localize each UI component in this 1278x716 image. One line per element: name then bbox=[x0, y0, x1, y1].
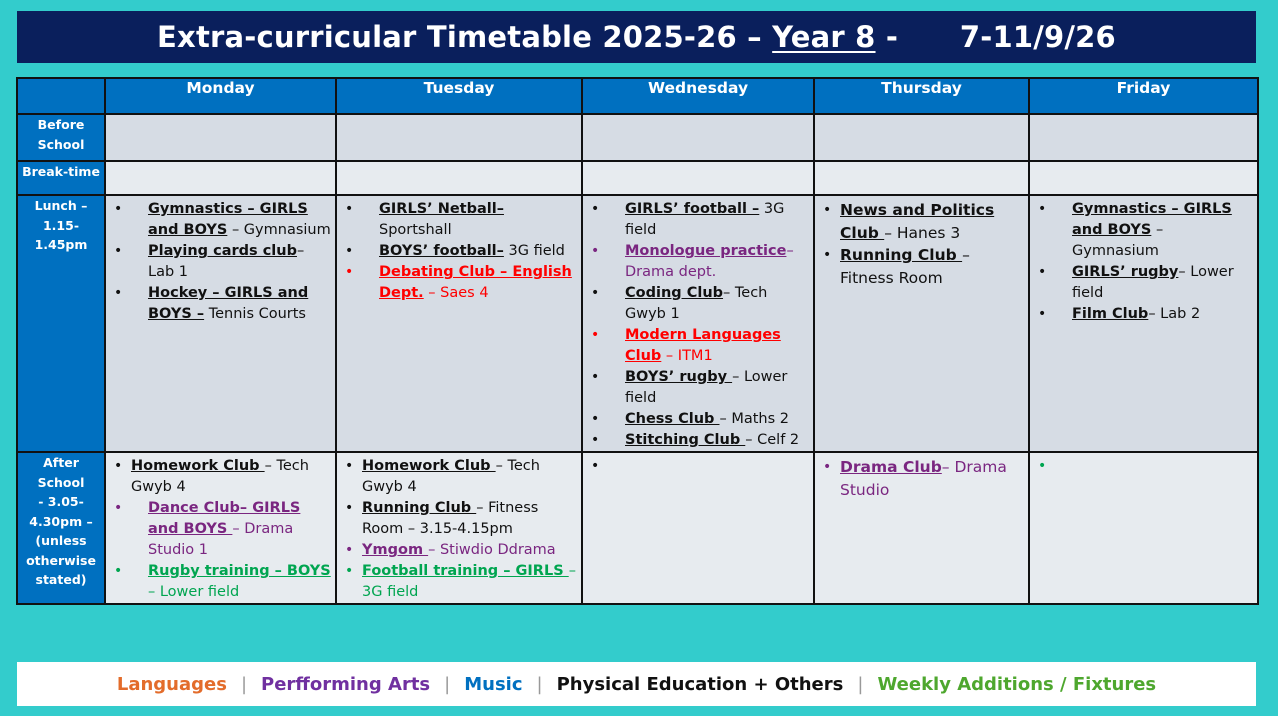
legend-languages: Languages bbox=[116, 673, 227, 695]
activity-location: – Stiwdio Ddrama bbox=[428, 542, 556, 558]
title-prefix: Extra-curricular Timetable 2025-26 – bbox=[157, 20, 773, 54]
category-legend bbox=[17, 662, 1256, 706]
activity-name: Hockey – GIRLS and BOYS – bbox=[148, 285, 309, 322]
activity-item bbox=[345, 561, 577, 603]
bullet-icon: • bbox=[114, 458, 123, 474]
before-thursday bbox=[814, 114, 1029, 161]
row-after-school bbox=[17, 452, 1258, 604]
activity-item bbox=[823, 456, 1024, 501]
activity-item bbox=[345, 456, 577, 498]
activity-location: – Fitness Room bbox=[840, 246, 970, 287]
activity-name: Homework Club bbox=[131, 458, 265, 474]
day-friday: Friday bbox=[1029, 78, 1258, 114]
row-lunch bbox=[17, 195, 1258, 452]
activity-location: – Fitness Room – 3.15-4.15pm bbox=[362, 500, 539, 537]
bullet-icon: • bbox=[345, 500, 354, 516]
activity-name: GIRLS’ football – bbox=[625, 201, 760, 217]
activity-location: Tennis Courts bbox=[204, 306, 306, 322]
activity-location: – Tech Gwyb 1 bbox=[625, 285, 768, 322]
bullet-icon: • bbox=[345, 264, 354, 280]
activity-item bbox=[823, 244, 1024, 289]
activity-location: – Drama Studio bbox=[840, 458, 1007, 499]
activity-name: GIRLS’ rugby bbox=[1072, 264, 1179, 280]
activity-name: Chess Club bbox=[625, 411, 720, 427]
bullet-icon: • bbox=[345, 542, 354, 558]
activity-item bbox=[1038, 262, 1253, 304]
activity-name: Dance Club– GIRLS and BOYS bbox=[148, 500, 301, 537]
break-wednesday bbox=[582, 161, 814, 195]
bullet-icon: • bbox=[1038, 306, 1047, 322]
activity-location: – Lab 2 bbox=[1148, 306, 1201, 322]
bullet-icon: • bbox=[823, 202, 832, 218]
activity-item bbox=[345, 540, 577, 561]
row-label-after-school bbox=[17, 452, 105, 604]
bullet-icon: • bbox=[591, 411, 600, 427]
activity-location: – Lower field bbox=[148, 584, 240, 600]
row-label-break-time: Break-time bbox=[17, 161, 105, 195]
activity-name: Ymgom bbox=[362, 542, 429, 558]
bullet-icon: • bbox=[591, 327, 600, 343]
activity-name: Monologue practice bbox=[625, 243, 787, 259]
activity-name: Gymnastics – GIRLS and BOYS bbox=[1072, 201, 1232, 238]
before-friday bbox=[1029, 114, 1258, 161]
activity-item bbox=[591, 430, 809, 451]
activity-name: BOYS’ football– bbox=[379, 243, 504, 259]
activity-location: – 3G field bbox=[362, 563, 576, 600]
activity-name: Playing cards club bbox=[148, 243, 297, 259]
break-friday bbox=[1029, 161, 1258, 195]
bullet-icon: • bbox=[345, 458, 354, 474]
activity-name: Stitching Club bbox=[625, 432, 746, 448]
activity-item bbox=[114, 241, 331, 283]
activity-name: BOYS’ rugby bbox=[625, 369, 733, 385]
lunch-wednesday bbox=[582, 195, 814, 452]
activity-location: – Tech Gwyb 4 bbox=[362, 458, 540, 495]
activity-item bbox=[345, 241, 577, 262]
bullet-icon: • bbox=[114, 500, 123, 516]
after-label-line: - 3.05- bbox=[38, 494, 84, 509]
title-year: Year 8 bbox=[772, 20, 876, 54]
before-label: Before School bbox=[37, 117, 85, 152]
activity-item bbox=[114, 199, 331, 241]
activity-name: Coding Club bbox=[625, 285, 724, 301]
legend-music: Music bbox=[464, 673, 523, 695]
lunch-label-line: 1.45pm bbox=[34, 237, 88, 252]
activity-location: 3G field bbox=[625, 201, 785, 238]
bullet-icon: • bbox=[345, 201, 354, 217]
activity-name: Running Club bbox=[840, 246, 963, 264]
after-friday bbox=[1029, 452, 1258, 604]
activity-item bbox=[345, 498, 577, 540]
row-label-lunch bbox=[17, 195, 105, 452]
activity-item bbox=[591, 409, 809, 430]
day-wednesday: Wednesday bbox=[582, 78, 814, 114]
after-wednesday bbox=[582, 452, 814, 604]
header-row bbox=[17, 78, 1258, 114]
activity-location: – Saes 4 bbox=[423, 285, 489, 301]
bullet-icon: • bbox=[591, 243, 600, 259]
bullet-icon: • bbox=[591, 201, 600, 217]
activity-item bbox=[591, 199, 809, 241]
activity-name: Drama Club bbox=[840, 458, 942, 476]
bullet-icon: • bbox=[591, 285, 600, 301]
activity-item bbox=[1038, 199, 1253, 262]
bullet-icon: • bbox=[1038, 201, 1047, 217]
activity-item bbox=[114, 561, 331, 603]
bullet-icon: • bbox=[823, 459, 832, 475]
activity-location: – Celf 2 bbox=[745, 432, 800, 448]
bullet-icon: • bbox=[823, 247, 832, 263]
after-label-line: School bbox=[37, 474, 85, 490]
bullet-icon: • bbox=[591, 458, 600, 474]
bullet-icon: • bbox=[591, 432, 600, 448]
activity-location: – ITM1 bbox=[661, 348, 713, 364]
activity-location: – Drama dept. bbox=[625, 243, 794, 280]
after-label-line: otherwise bbox=[26, 552, 96, 568]
legend-separator: | bbox=[444, 673, 451, 695]
activity-name: Running Club bbox=[362, 500, 477, 516]
bullet-icon: • bbox=[114, 285, 123, 301]
row-before-school bbox=[17, 114, 1258, 161]
corner-cell bbox=[17, 78, 105, 114]
row-break-time bbox=[17, 161, 1258, 195]
after-label-line: 4.30pm – bbox=[29, 513, 93, 529]
activity-location: – Lower field bbox=[625, 369, 788, 406]
lunch-friday bbox=[1029, 195, 1258, 452]
legend-separator: | bbox=[536, 673, 543, 695]
activity-item bbox=[114, 283, 331, 325]
activity-location: – Hanes 3 bbox=[884, 223, 961, 242]
bullet-icon: • bbox=[345, 243, 354, 259]
day-tuesday: Tuesday bbox=[336, 78, 582, 114]
legend-physical-education: Physical Education + Others bbox=[556, 673, 844, 695]
day-thursday: Thursday bbox=[814, 78, 1029, 114]
after-label-line: After bbox=[43, 455, 79, 470]
activity-location: Sportshall bbox=[379, 222, 452, 238]
after-thursday bbox=[814, 452, 1029, 604]
activity-item bbox=[591, 283, 809, 325]
activity-name: Gymnastics – GIRLS and BOYS bbox=[148, 201, 308, 238]
break-tuesday bbox=[336, 161, 582, 195]
activity-location: – Drama Studio 1 bbox=[148, 521, 294, 558]
before-monday bbox=[105, 114, 336, 161]
before-tuesday bbox=[336, 114, 582, 161]
bullet-icon: • bbox=[114, 563, 123, 579]
timetable bbox=[16, 77, 1259, 605]
bullet-icon: • bbox=[345, 563, 354, 579]
legend-weekly-additions: Weekly Additions / Fixtures bbox=[877, 673, 1157, 695]
after-label-line: (unless bbox=[35, 533, 87, 548]
activity-location: – Lower field bbox=[1072, 264, 1234, 301]
break-thursday bbox=[814, 161, 1029, 195]
activity-item bbox=[345, 262, 577, 304]
after-label-line: stated) bbox=[35, 572, 87, 587]
lunch-label-line: 1.15- bbox=[42, 217, 80, 233]
after-monday bbox=[105, 452, 336, 604]
legend-separator: | bbox=[857, 673, 864, 695]
activity-location: – Tech Gwyb 4 bbox=[131, 458, 309, 495]
row-label-before-school bbox=[17, 114, 105, 161]
legend-separator: | bbox=[240, 673, 248, 695]
activity-item bbox=[1038, 304, 1253, 325]
day-monday: Monday bbox=[105, 78, 336, 114]
after-tuesday bbox=[336, 452, 582, 604]
break-monday bbox=[105, 161, 336, 195]
title-suffix: - 7-11/9/26 bbox=[875, 20, 1116, 54]
activity-location: – Maths 2 bbox=[719, 411, 790, 427]
activity-name: Rugby training – BOYS bbox=[148, 563, 331, 579]
legend-performing-arts: Perfforming Arts bbox=[261, 673, 431, 695]
lunch-label-line: Lunch – bbox=[34, 198, 88, 213]
activity-item bbox=[345, 199, 577, 241]
activity-location: – Gymnasium bbox=[227, 222, 331, 238]
bullet-icon: • bbox=[1038, 458, 1047, 474]
activity-item bbox=[591, 367, 809, 409]
activity-item bbox=[591, 325, 809, 367]
bullet-icon: • bbox=[591, 369, 600, 385]
activity-item bbox=[591, 241, 809, 283]
activity-item bbox=[114, 498, 331, 561]
bullet-icon: • bbox=[114, 201, 123, 217]
activity-name: Football training – GIRLS bbox=[362, 563, 569, 579]
bullet-icon: • bbox=[1038, 264, 1047, 280]
activity-name: Debating Club – English Dept. bbox=[379, 264, 572, 301]
activity-item bbox=[114, 456, 331, 498]
before-wednesday bbox=[582, 114, 814, 161]
bullet-icon: • bbox=[114, 243, 123, 259]
activity-location: 3G field bbox=[503, 243, 565, 259]
activity-name: Film Club bbox=[1072, 306, 1149, 322]
activity-name: GIRLS’ Netball– bbox=[379, 201, 504, 217]
lunch-monday bbox=[105, 195, 336, 452]
page-title bbox=[17, 11, 1256, 63]
activity-location: – Lab 1 bbox=[148, 243, 305, 280]
activity-location: – Gymnasium bbox=[1072, 222, 1164, 259]
activity-name: Modern Languages Club bbox=[625, 327, 781, 364]
activity-name: News and Politics Club bbox=[840, 201, 995, 242]
lunch-tuesday bbox=[336, 195, 582, 452]
activity-item bbox=[823, 199, 1024, 244]
activity-name: Homework Club bbox=[362, 458, 496, 474]
lunch-thursday bbox=[814, 195, 1029, 452]
